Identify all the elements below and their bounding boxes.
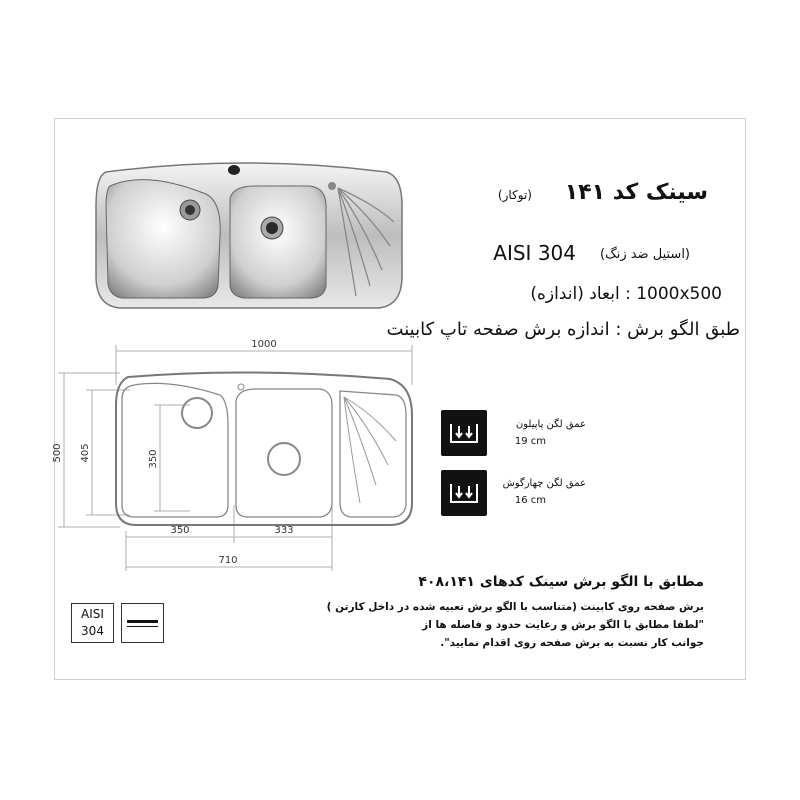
depth-label-deep: عمق لگن پاپیلون [515,419,586,430]
thickness-line [127,626,158,627]
dim-large-bowl-width: 333 [274,525,294,536]
depth-value-square: 16 cm [514,495,546,506]
depth-value-deep: 19 cm [514,436,546,447]
cut-pattern-text: طبق الگو برش : اندازه برش صفحه تاپ کابینت [386,319,740,340]
note-line-3: جوانب کار نسبت به برش صفحه روی اقدام نمایید". [440,637,704,649]
dim-small-bowl-width: 350 [170,525,190,536]
aisi-badge-top: AISI [81,607,104,621]
dim-small-bowl-height: 350 [148,449,159,469]
product-title: سینک کد ۱۴۱ [564,180,708,205]
material-label: (استیل ضد زنگ) [600,247,690,262]
deep-basin-icon [441,410,487,456]
dimensions-text: 1000x500 : ابعاد (اندازه) [530,284,722,304]
square-basin-icon [441,470,487,516]
dim-height: 500 [52,443,63,463]
dim-bowls-total: 710 [218,555,238,566]
aisi-badge [71,603,114,643]
product-subtitle: (توکار) [497,188,532,202]
material-code: AISI 304 [493,241,576,265]
thickness-bar [127,620,158,623]
dim-bowl-height: 405 [80,443,91,463]
technical-drawing [50,335,420,580]
aisi-badge-bottom: 304 [81,624,104,638]
note-line-2: "لطفا مطابق با الگو برش و رعایت حدود و فاصله ها از [422,619,704,631]
compatibility-note: مطابق با الگو برش سینک کدهای ۴۰۸،۱۴۱ [418,574,704,590]
depth-label-square: عمق لگن چهارگوش [502,478,586,489]
thickness-icon [121,603,164,643]
note-line-1: برش صفحه روی کابینت (متناسب با الگو برش تعبیه شده در داخل کارتن ) [326,601,704,613]
dim-width: 1000 [251,339,277,350]
sink-photo [86,146,412,318]
